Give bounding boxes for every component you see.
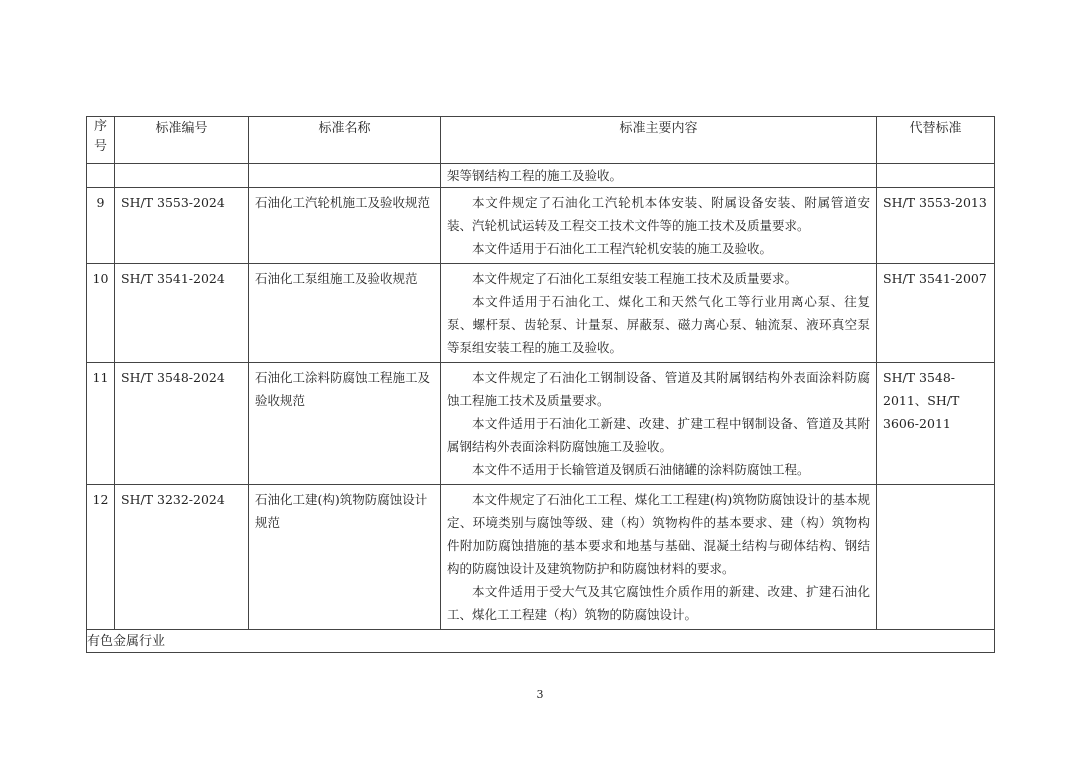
content-paragraph: 本文件适用于石油化工工程汽轮机安装的施工及验收。 (472, 241, 773, 256)
table-header-row (87, 117, 995, 164)
sector-row (87, 630, 995, 653)
content-paragraph: 本文件规定了石油化工工程、煤化工工程建(构)筑物防腐蚀设计的基本规定、环境类别与腐蚀等级、建（构）筑物构件的基本要求、建（构）筑物构件附加防腐蚀措施的基本要求和地基与基础、混凝土结构与砌体结构、钢结构的防腐蚀设计及建筑物防护和防腐蚀材料的要求。 (447, 492, 870, 576)
row-name: 石油化工涂料防腐蚀工程施工及验收规范 (255, 370, 431, 408)
page-number: 3 (536, 688, 544, 701)
continuation-row (87, 164, 995, 188)
row-seq: 9 (96, 195, 105, 210)
table-row (87, 264, 995, 363)
row-content (441, 485, 876, 629)
content-paragraph: 本文件规定了石油化工汽轮机本体安装、附属设备安装、附属管道安装、汽轮机试运转及工程交工技术文件等的施工技术及质量要求。 (447, 195, 870, 233)
row-content (441, 264, 876, 362)
content-paragraph: 本文件适用于石油化工新建、改建、扩建工程中钢制设备、管道及其附属钢结构外表面涂料防腐蚀施工及验收。 (447, 416, 870, 454)
row-replaces (877, 485, 994, 491)
content-paragraph: 本文件不适用于长输管道及钢质石油储罐的涂料防腐蚀工程。 (472, 462, 810, 477)
header-content: 标准主要内容 (441, 117, 877, 164)
table-row (87, 363, 995, 485)
header-code: 标准编号 (115, 117, 249, 164)
content-paragraph: 本文件规定了石油化工泵组安装工程施工技术及质量要求。 (472, 271, 798, 286)
content-paragraph: 本文件规定了石油化工钢制设备、管道及其附属钢结构外表面涂料防腐蚀工程施工技术及质量要求。 (447, 370, 870, 408)
standards-table (86, 116, 995, 653)
row-content (441, 363, 876, 484)
row-replaces: SH/T 3548-2011、SH/T 3606-2011 (883, 370, 960, 431)
sector-label: 有色金属行业 (87, 630, 995, 653)
continuation-text: 架等钢结构工程的施工及验收。 (447, 168, 623, 183)
row-name: 石油化工汽轮机施工及验收规范 (255, 195, 431, 210)
table-row (87, 485, 995, 630)
table-row (87, 188, 995, 264)
row-seq: 11 (92, 370, 109, 385)
row-code: SH/T 3553-2024 (121, 195, 225, 210)
row-code: SH/T 3232-2024 (121, 492, 225, 507)
row-replaces: SH/T 3553-2013 (883, 195, 987, 210)
row-name: 石油化工泵组施工及验收规范 (255, 271, 418, 286)
row-name: 石油化工建(构)筑物防腐蚀设计规范 (255, 492, 428, 530)
content-paragraph: 本文件适用于石油化工、煤化工和天然气化工等行业用离心泵、往复泵、螺杆泵、齿轮泵、计量泵、屏蔽泵、磁力离心泵、轴流泵、液环真空泵等泵组安装工程的施工及验收。 (447, 294, 870, 355)
row-content (441, 188, 876, 263)
header-seq: 序号 (87, 117, 115, 164)
row-seq: 10 (92, 271, 109, 286)
row-code: SH/T 3548-2024 (121, 370, 225, 385)
header-name: 标准名称 (249, 117, 441, 164)
row-seq: 12 (92, 492, 109, 507)
header-replaces: 代替标准 (877, 117, 995, 164)
row-code: SH/T 3541-2024 (121, 271, 225, 286)
content-paragraph: 本文件适用于受大气及其它腐蚀性介质作用的新建、改建、扩建石油化工、煤化工工程建（构）筑物的防腐蚀设计。 (447, 584, 870, 622)
row-replaces: SH/T 3541-2007 (883, 271, 987, 286)
